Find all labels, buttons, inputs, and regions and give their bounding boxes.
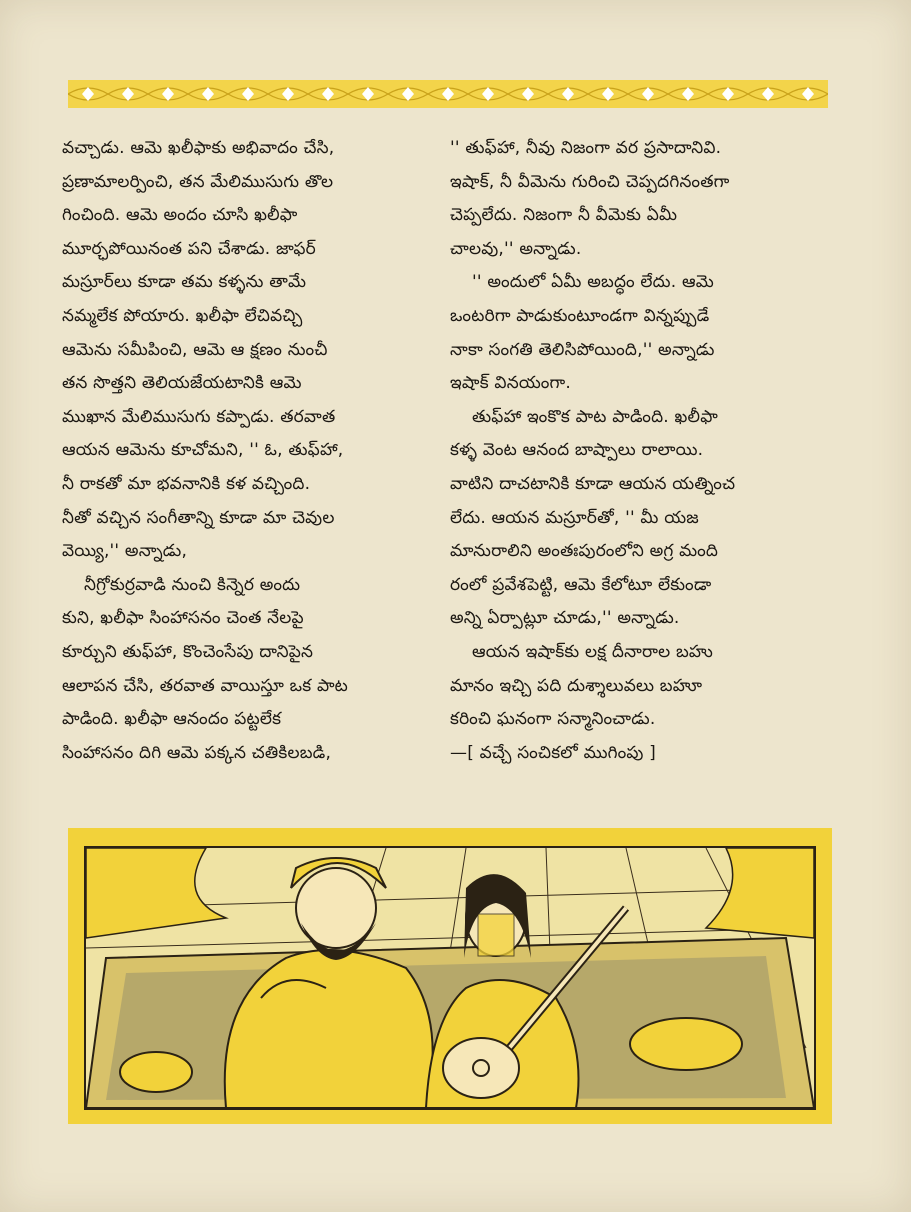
text-line: ఇషాక్ వినయంగా. [450,373,571,394]
text-line: తుఫ్‌హా ఇంకొక పాట పాడింది. ఖలీఫా [472,406,718,427]
text-line: వెయ్యి,'' అన్నాడు, [62,541,188,562]
text-line: గించింది. ఆమె అందం చూసి ఖలీఫా [62,205,298,226]
text-line: ఆమెను సమీపించి, ఆమె ఆ క్షణం నుంచీ [62,339,328,360]
text-line: ముఖాన మేలిముసుగు కప్పాడు. తరవాత [62,406,336,427]
paragraph [450,132,822,266]
left-text-column [62,132,434,770]
text-line: మస్రూర్‌లు కూడా తమ కళ్ళను తామే [62,272,307,293]
text-line: వచ్చాడు. ఆమె ఖలీఫాకు అభివాదం చేసి, [62,138,335,158]
text-line: నీతో వచ్చిన సంగీతాన్ని కూడా మా చెవుల [62,507,335,528]
story-illustration [84,846,816,1110]
text-line: అన్ని ఏర్పాట్లూ చూడు,'' అన్నాడు. [450,608,680,629]
text-line: ప్రణామాలర్పించి, తన మేలిముసుగు తొల [62,171,334,192]
text-line: వాటిని దాచటానికి కూడా ఆయన యత్నించ [450,473,736,494]
text-line: కూర్చుని తుఫ్‌హా, కొంచెంసేపు దానిపైన [62,641,314,662]
text-line: మానం ఇచ్చి పది దుశ్శాలువలు బహూ [450,675,703,696]
paragraph [62,569,434,771]
continued-note: —[ వచ్చే సంచికలో ముగింపు ] [450,742,656,763]
text-line: కరించి ఘనంగా సన్మానించాడు. [450,709,656,730]
paragraph [450,636,822,737]
text-line: తన సొత్తని తెలియజేయటానికి ఆమె [62,373,302,394]
paragraph [450,401,822,636]
illustration-drawing [86,848,814,1108]
text-line: చెప్పలేదు. నిజంగా నీ వీమెకు ఏమీ [450,205,678,226]
text-line: నీగ్రోకుర్రవాడి నుంచి కిన్నెర అందు [84,574,301,595]
text-line: రంలో ప్రవేశపెట్టి, ఆమె కేలోటూ లేకుండా [450,574,712,595]
text-line: '' అందులో ఏమీ అబద్ధం లేదు. ఆమె [472,272,714,293]
right-text-column [450,132,822,770]
text-line: మూర్ఛపోయినంత పని చేశాడు. జాఫర్ [62,238,316,259]
text-line: ఇషాక్, నీ వీమెను గురించి చెప్పదగినంతగా [450,171,730,192]
text-line: నీ రాకతో మా భవనానికి కళ వచ్చింది. [62,473,311,494]
illustration-frame [68,828,832,1124]
text-line: ఆయన ఆమెను కూచోమని, '' ఓ, తుఫ్‌హా, [62,440,344,461]
paragraph [450,266,822,400]
text-line: లేదు. ఆయన మస్రూర్‌తో, '' మీ యజ [450,507,699,528]
text-line: కుని, ఖలీఫా సింహాసనం చెంత నేలపై [62,608,304,629]
text-line: మానురాలిని అంతఃపురంలోని అగ్ర మంది [450,541,719,562]
text-line: ఆలాపన చేసి, తరవాత వాయిస్తూ ఒక పాట [62,675,349,696]
text-line: సింహాసనం దిగి ఆమె పక్కన చతికిలబడి, [62,742,332,763]
text-line: నమ్మలేక పోయారు. ఖలీఫా లేచివచ్చి [62,305,303,326]
decorative-border [68,80,828,108]
text-line: చాలవు,'' అన్నాడు. [450,238,582,259]
text-line: పాడింది. ఖలీఫా ఆనందం పట్టలేక [62,709,282,730]
text-line: ఒంటరిగా పాడుకుంటూండగా విన్నప్పుడే [450,305,710,326]
text-line: ఆయన ఇషాక్‌కు లక్ష దీనారాల బహు [472,641,713,662]
text-line: కళ్ళ వెంట ఆనంద బాష్పాలు రాలాయి. [450,440,704,461]
paragraph [62,132,434,569]
text-line: నాకా సంగతి తెలిసిపోయింది,'' అన్నాడు [450,339,715,360]
text-line: '' తుఫ్‌హా, నీవు నిజంగా వర ప్రసాదానివి. [450,138,722,158]
